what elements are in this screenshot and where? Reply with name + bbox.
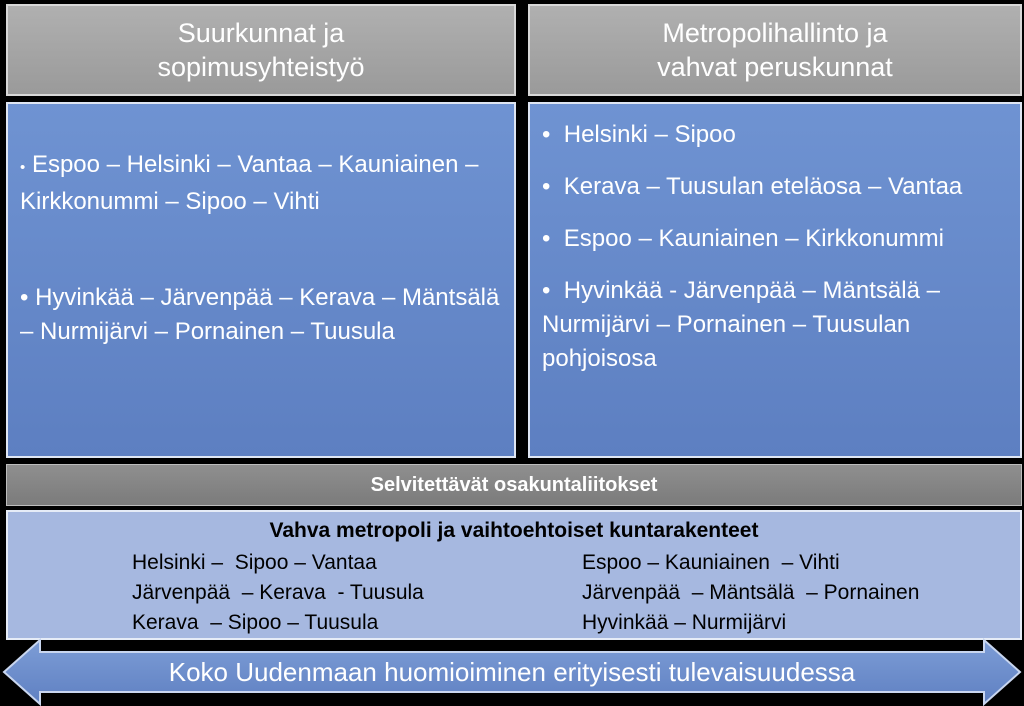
bottom-left-line-3: Kerava – Sipoo – Tuusula [132, 611, 379, 634]
arrow-text: Koko Uudenmaan huomioiminen erityisesti tulevaisuudessa [168, 656, 856, 687]
bottom-right-line-1: Espoo – Kauniainen – Vihti [582, 551, 840, 574]
right-item-1-text: Helsinki – Sipoo [563, 121, 736, 148]
bottom-right-line-3: Hyvinkää – Nurmijärvi [582, 611, 787, 634]
right-item-2-text: Kerava – Tuusulan eteläosa – Vantaa [563, 173, 963, 200]
right-item-4-text: Hyvinkää - Järvenpää – Mäntsälä – Nurmijärvi – Pornainen – Tuusulan pohjoisosa [542, 277, 940, 372]
right-item-1: • Helsinki – Sipoo [542, 121, 736, 148]
bottom-right-line-2: Järvenpää – Mäntsälä – Pornainen [582, 581, 920, 604]
right-item-4: • Hyvinkää - Järvenpää – Mäntsälä – Nurmijärvi – Pornainen – Tuusulan pohjoisosa [542, 277, 940, 372]
right-item-2: • Kerava – Tuusulan eteläosa – Vantaa [542, 173, 963, 200]
middle-bar: Selvitettävät osakuntaliitokset [6, 464, 1022, 506]
left-panel [6, 102, 516, 458]
left-item-2: • Hyvinkää – Järvenpää – Kerava – Mäntsälä – Nurmijärvi – Pornainen – Tuusula [20, 284, 500, 345]
bottom-left-line-2: Järvenpää – Kerava - Tuusula [132, 581, 424, 604]
bottom-left-column [132, 548, 424, 638]
right-item-3-text: Espoo – Kauniainen – Kirkkonummi [563, 225, 944, 252]
left-item-2-text: Hyvinkää – Järvenpää – Kerava – Mäntsälä – Nurmijärvi – Pornainen – Tuusula [20, 284, 500, 345]
bottom-box [6, 510, 1022, 640]
left-header: Suurkunnat ja sopimusyhteistyö [6, 4, 516, 96]
right-item-3: • Espoo – Kauniainen – Kirkkonummi [542, 225, 944, 252]
bottom-left-line-1: Helsinki – Sipoo – Vantaa [132, 551, 377, 574]
left-item-1-text: Espoo – Helsinki – Vantaa – Kauniainen – Kirkkonummi – Sipoo – Vihti [20, 151, 479, 215]
right-panel [528, 102, 1022, 458]
bottom-title: Vahva metropoli ja vaihtoehtoiset kuntarakenteet [269, 519, 759, 542]
left-item-1: • Espoo – Helsinki – Vantaa – Kauniainen – Kirkkonummi – Sipoo – Vihti [20, 151, 479, 215]
right-header: Metropolihallinto ja vahvat peruskunnat [528, 4, 1022, 96]
bottom-right-column [582, 548, 919, 638]
